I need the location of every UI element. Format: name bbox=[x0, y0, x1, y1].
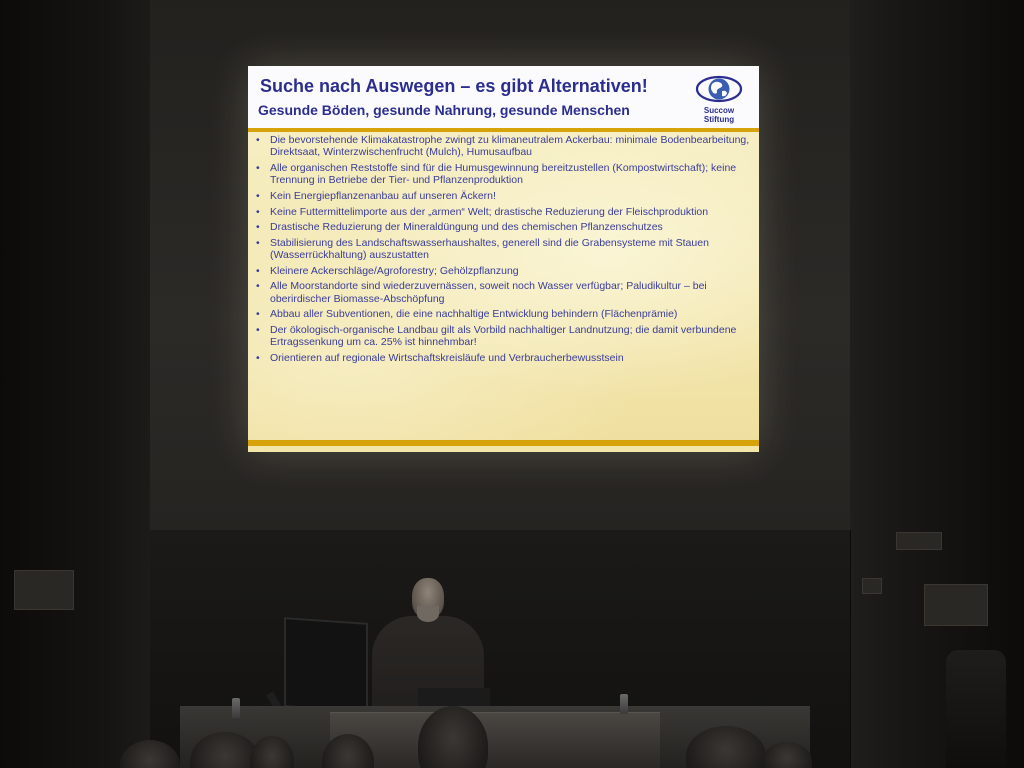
water-bottle bbox=[620, 694, 628, 714]
logo-text-line1: Succow bbox=[703, 106, 735, 115]
wall-sign bbox=[14, 570, 74, 610]
chair bbox=[946, 650, 1006, 768]
wall-sign bbox=[924, 584, 988, 626]
bullet-dot: • bbox=[256, 221, 260, 234]
slide-body bbox=[248, 132, 759, 440]
slide-bullet bbox=[254, 237, 751, 262]
slide-header bbox=[248, 66, 759, 128]
lectern-front bbox=[330, 712, 660, 768]
bullet-dot: • bbox=[256, 134, 260, 146]
slide-bullet bbox=[254, 134, 751, 159]
slide-subtitle: Gesunde Böden, gesunde Nahrung, gesunde Menschen bbox=[258, 102, 630, 118]
speaker-beard bbox=[417, 606, 439, 622]
bullet-text: Orientieren auf regionale Wirtschaftskreisläufe und Verbraucherbewusstsein bbox=[270, 351, 624, 364]
bullet-text: Keine Futtermittelimporte aus der „armen“ Welt; drastische Reduzierung der Fleischproduktion bbox=[270, 205, 709, 218]
bullet-text: Abbau aller Subventionen, die eine nachhaltige Entwicklung behindern (Flächenprämie) bbox=[270, 308, 678, 321]
slide-bullet bbox=[254, 162, 751, 187]
bullet-text: Alle organischen Reststoffe sind für die Humusgewinnung bereitzustellen (Kompostwirtschaft); keine Trennung in Betriebe der Tier- und Pflanzenproduktion bbox=[270, 162, 737, 187]
bullet-text: Der ökologisch-organische Landbau gilt als Vorbild nachhaltiger Landnutzung; die damit verbundene Ertragssenkung um ca. 25% ist hinnehmbar! bbox=[270, 323, 737, 349]
left-wall bbox=[0, 0, 150, 768]
globe-icon bbox=[694, 74, 744, 104]
slide-divider-bottom bbox=[248, 440, 759, 446]
bullet-dot: • bbox=[256, 323, 260, 336]
bullet-text: Stabilisierung des Landschaftswasserhaushaltes, generell sind die Grabensysteme mit Stauen (Wasserrückhaltung) auszustatten bbox=[270, 236, 709, 262]
slide-bullet bbox=[254, 352, 751, 364]
succow-stiftung-logo bbox=[694, 74, 744, 128]
slide-title: Suche nach Auswegen – es gibt Alternativen! bbox=[260, 76, 648, 96]
bullet-dot: • bbox=[256, 236, 260, 249]
slide-bullet bbox=[254, 280, 751, 305]
bullet-text: Alle Moorstandorte sind wiederzuvernässen, soweit noch Wasser verfügbar; Paludikultur – bei oberirdischer Biomasse-Abschöpfung bbox=[270, 280, 707, 305]
slide-bullet bbox=[254, 324, 751, 349]
bullet-dot: • bbox=[256, 190, 260, 202]
bullet-dot: • bbox=[256, 308, 260, 321]
bullet-text: Die bevorstehende Klimakatastrophe zwingt zu klimaneutralem Ackerbau: minimale Bodenbearbeitung, Direktsaat, Winterzwischenfrucht (Mulch), Humusaufbau bbox=[270, 134, 750, 159]
bullet-text: Kein Energiepflanzenanbau auf unseren Äckern! bbox=[270, 190, 496, 202]
slide-bullet bbox=[254, 190, 751, 202]
bullet-dot: • bbox=[256, 162, 260, 174]
bullet-dot: • bbox=[256, 351, 260, 364]
bullet-list bbox=[248, 132, 759, 364]
slide-bullet bbox=[254, 221, 751, 233]
logo-text-line2: Stiftung bbox=[703, 115, 735, 124]
bullet-dot: • bbox=[256, 280, 260, 293]
wall-outlet bbox=[896, 532, 942, 550]
lectern-monitor bbox=[284, 617, 368, 713]
bullet-dot: • bbox=[256, 205, 260, 218]
projected-slide bbox=[248, 66, 759, 452]
bullet-dot: • bbox=[256, 264, 260, 277]
slide-bullet bbox=[254, 265, 751, 277]
slide-bullet bbox=[254, 206, 751, 218]
bullet-text: Drastische Reduzierung der Mineraldüngung und des chemischen Pflanzenschutzes bbox=[270, 221, 663, 234]
water-bottle bbox=[232, 698, 240, 718]
wall-switch bbox=[862, 578, 882, 594]
slide-bullet bbox=[254, 308, 751, 320]
bullet-text: Kleinere Ackerschläge/Agroforestry; Gehölzpflanzung bbox=[270, 264, 519, 277]
